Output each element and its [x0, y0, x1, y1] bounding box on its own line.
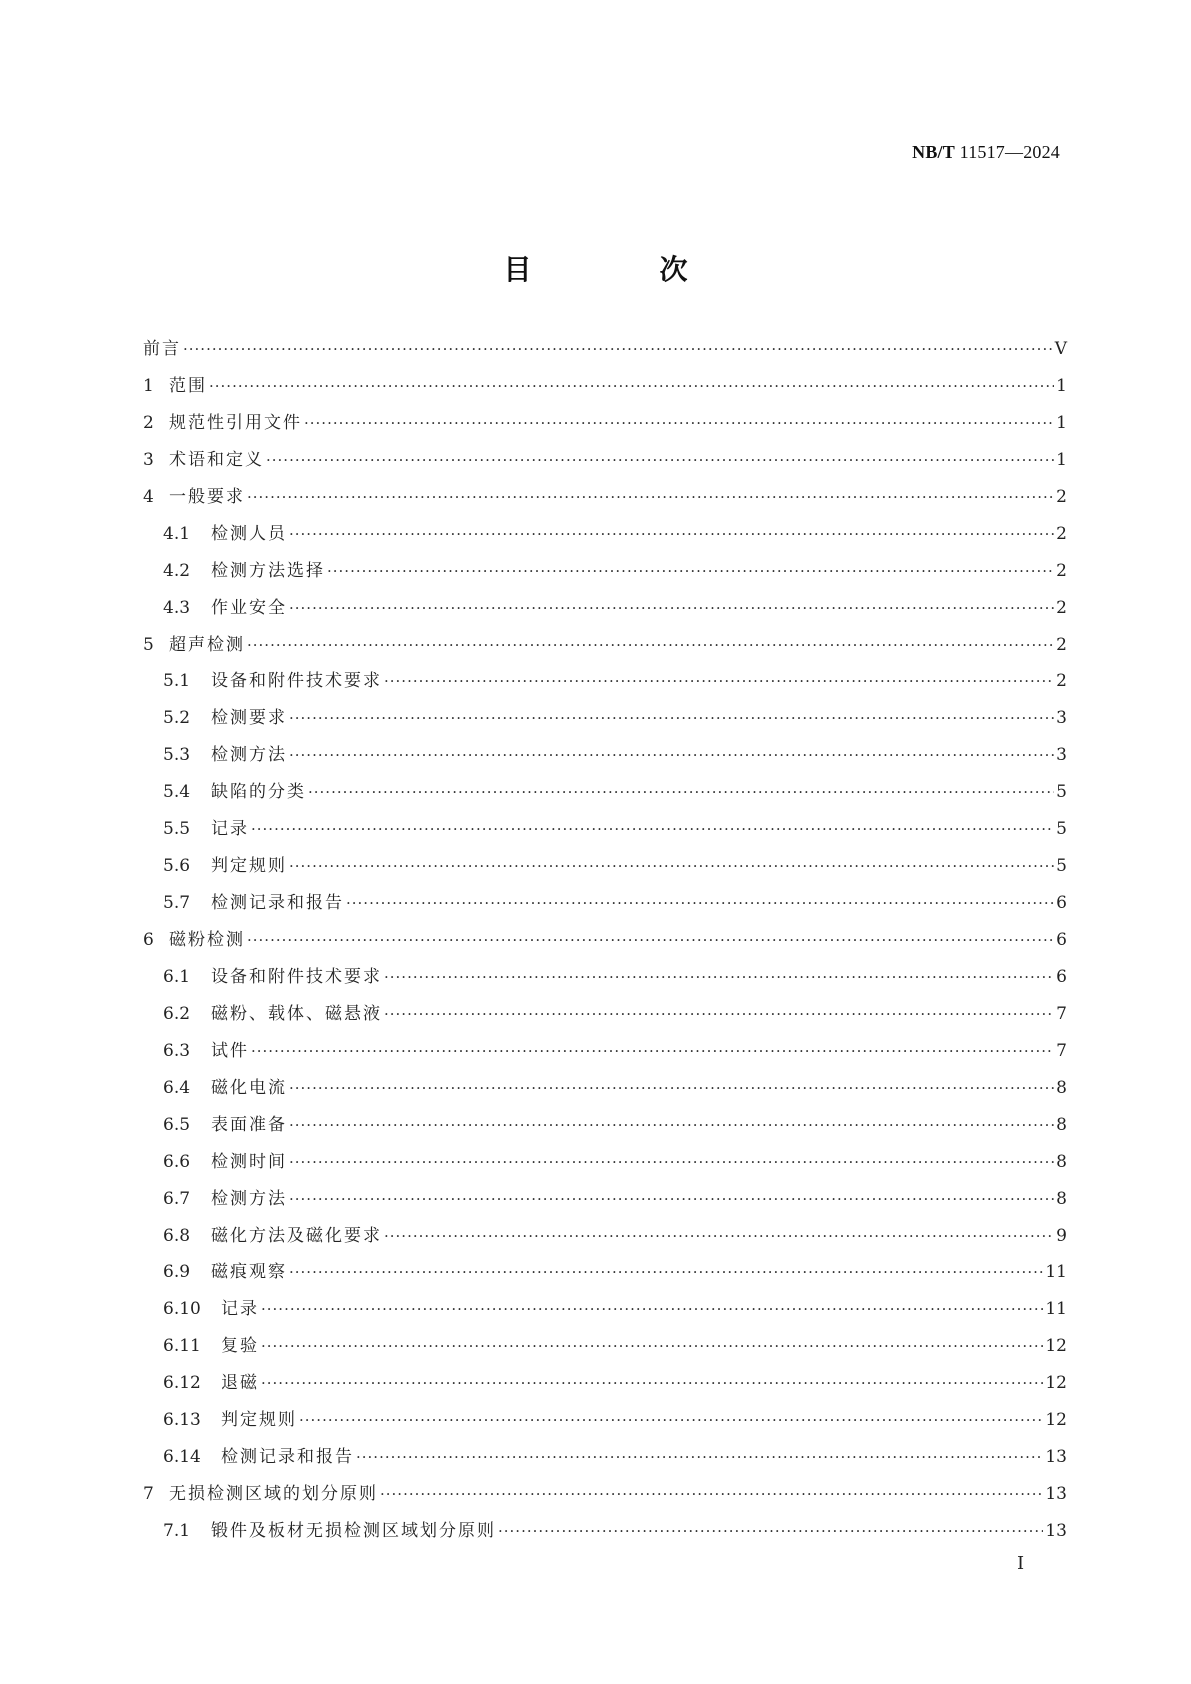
toc-entry-title: 缺陷的分类	[211, 782, 306, 803]
toc-entry-page: 8	[1056, 1188, 1067, 1209]
toc-entry-number: 6.1	[163, 966, 191, 987]
toc-entry-title: 检测方法选择	[211, 560, 325, 581]
toc-entry-number: 6.4	[163, 1077, 191, 1098]
toc-entry-number: 5.1	[163, 671, 191, 692]
toc-entry-title: 复验	[221, 1336, 259, 1357]
toc-dot-leader	[346, 893, 1054, 913]
toc-entry-number: 7.1	[163, 1521, 191, 1541]
toc-entry[interactable]	[143, 598, 1067, 635]
toc-entry-title: 判定规则	[211, 856, 287, 877]
toc-entry-page: 1	[1056, 449, 1067, 470]
toc-dot-leader	[289, 598, 1054, 618]
toc-entry-page: 12	[1045, 1336, 1067, 1357]
toc-dot-leader	[261, 1373, 1043, 1393]
toc-entry-number: 6.5	[163, 1114, 191, 1135]
toc-entry-title: 检测记录和报告	[211, 893, 344, 914]
toc-dot-leader	[384, 671, 1054, 691]
toc-entry-title: 无损检测区域的划分原则	[169, 1484, 378, 1505]
toc-entry-page: 8	[1056, 1114, 1067, 1135]
toc-entry-page: 2	[1056, 486, 1067, 507]
toc-entry-number: 7	[143, 1484, 154, 1505]
toc-entry[interactable]	[143, 1521, 1067, 1558]
toc-heading: 目 次	[503, 253, 738, 286]
toc-entry-title: 记录	[211, 819, 249, 840]
toc-entry-page: 12	[1045, 1410, 1067, 1431]
toc-entry-page: 2	[1056, 634, 1067, 655]
toc-entry-title: 检测记录和报告	[221, 1447, 354, 1468]
toc-entry-title: 作业安全	[211, 597, 287, 618]
toc-dot-leader	[289, 1189, 1054, 1209]
toc-dot-leader	[289, 745, 1054, 765]
toc-entry-page: 2	[1056, 523, 1067, 544]
toc-entry-page: 5	[1056, 782, 1067, 803]
toc-entry[interactable]	[143, 635, 1067, 672]
toc-dot-leader	[380, 1484, 1043, 1504]
toc-entry[interactable]	[143, 1226, 1067, 1263]
toc-dot-leader	[498, 1521, 1043, 1541]
toc-entry[interactable]	[143, 930, 1067, 967]
toc-entry-page: 6	[1056, 893, 1067, 914]
toc-entry[interactable]	[143, 1078, 1067, 1115]
toc-entry-title: 锻件及板材无损检测区域划分原则	[211, 1521, 496, 1541]
toc-entry-number: 4.2	[163, 560, 191, 581]
toc-entry[interactable]	[143, 450, 1067, 487]
toc-entry-number: 5.4	[163, 782, 191, 803]
toc-entry-title: 试件	[211, 1040, 249, 1061]
toc-dot-leader	[247, 487, 1054, 507]
toc-entry-page: 3	[1056, 745, 1067, 766]
toc-entry-title: 设备和附件技术要求	[211, 966, 382, 987]
toc-entry-number: 6.12	[163, 1373, 201, 1394]
toc-entry-number: 6.14	[163, 1447, 201, 1468]
toc-entry-number: 1	[143, 375, 154, 396]
toc-entry-page: 8	[1056, 1151, 1067, 1172]
toc-entry-page: 11	[1045, 1299, 1067, 1320]
toc-dot-leader	[308, 782, 1054, 802]
toc-entry-number: 5.5	[163, 819, 191, 840]
toc-entry-title: 检测方法	[211, 1188, 287, 1209]
toc-entry[interactable]	[143, 1262, 1067, 1299]
table-of-contents	[143, 339, 1067, 1558]
toc-entry-page: 6	[1056, 930, 1067, 950]
toc-entry[interactable]	[143, 339, 1067, 376]
toc-entry-number: 5.6	[163, 856, 191, 877]
toc-entry-page: 2	[1056, 560, 1067, 581]
toc-entry-title: 记录	[221, 1299, 259, 1320]
toc-entry-page: 7	[1056, 1040, 1067, 1061]
toc-entry[interactable]	[143, 819, 1067, 856]
toc-entry-title: 超声检测	[169, 634, 245, 655]
toc-entry-number: 6.6	[163, 1151, 191, 1172]
toc-entry[interactable]	[143, 708, 1067, 745]
toc-entry[interactable]	[143, 413, 1067, 450]
toc-dot-leader	[261, 1336, 1043, 1356]
toc-entry-number: 4.3	[163, 597, 191, 618]
toc-dot-leader	[251, 819, 1054, 839]
toc-dot-leader	[247, 635, 1054, 655]
toc-entry-page: 6	[1056, 966, 1067, 987]
standard-code-prefix: NB/T	[912, 142, 955, 162]
toc-entry[interactable]	[143, 1189, 1067, 1226]
toc-dot-leader	[183, 339, 1053, 359]
toc-entry-title: 表面准备	[211, 1114, 287, 1135]
toc-entry-number: 4	[143, 486, 154, 507]
toc-entry-number: 5.2	[163, 708, 191, 729]
standard-code-number: 11517—2024	[959, 142, 1060, 162]
toc-entry[interactable]	[143, 1410, 1067, 1447]
toc-entry-number: 6	[143, 930, 154, 950]
toc-entry[interactable]	[143, 1447, 1067, 1484]
toc-entry-page: 13	[1045, 1521, 1067, 1541]
toc-entry-title: 磁痕观察	[211, 1262, 287, 1283]
toc-entry-page: 2	[1056, 671, 1067, 692]
toc-entry-title: 规范性引用文件	[169, 412, 302, 433]
toc-dot-leader	[247, 930, 1054, 950]
toc-entry-number: 6.2	[163, 1003, 191, 1024]
toc-entry-page: 11	[1045, 1262, 1067, 1283]
toc-entry-title: 磁粉、载体、磁悬液	[211, 1003, 382, 1024]
toc-entry[interactable]	[143, 1336, 1067, 1373]
toc-entry-page: 1	[1056, 412, 1067, 433]
page-number: I	[1017, 1553, 1025, 1574]
toc-entry[interactable]	[143, 1484, 1067, 1521]
toc-entry-title: 术语和定义	[169, 449, 264, 470]
toc-dot-leader	[289, 1262, 1043, 1282]
toc-dot-leader	[289, 1152, 1054, 1172]
toc-entry-title: 退磁	[221, 1373, 259, 1394]
toc-entry-number: 4.1	[163, 523, 191, 544]
toc-entry-page: 8	[1056, 1077, 1067, 1098]
toc-entry-number: 3	[143, 449, 154, 470]
toc-entry-page: 7	[1056, 1003, 1067, 1024]
toc-entry[interactable]	[143, 524, 1067, 561]
toc-entry[interactable]	[143, 561, 1067, 598]
toc-entry[interactable]	[143, 376, 1067, 413]
toc-dot-leader	[299, 1410, 1043, 1430]
toc-entry-number: 5	[143, 634, 154, 655]
toc-entry[interactable]	[143, 1152, 1067, 1189]
toc-entry[interactable]	[143, 1115, 1067, 1152]
toc-entry-number: 5.3	[163, 745, 191, 766]
toc-entry-number: 6.11	[163, 1336, 201, 1357]
toc-entry-page: 3	[1056, 708, 1067, 729]
toc-entry-page: 2	[1056, 597, 1067, 618]
toc-entry-page: 13	[1045, 1484, 1067, 1505]
toc-dot-leader	[356, 1447, 1043, 1467]
toc-dot-leader	[289, 1078, 1054, 1098]
toc-entry-title: 范围	[169, 375, 207, 396]
toc-entry-page: 5	[1056, 819, 1067, 840]
toc-entry[interactable]	[143, 1299, 1067, 1336]
toc-dot-leader	[289, 708, 1054, 728]
toc-entry[interactable]	[143, 967, 1067, 1004]
toc-entry-page: 13	[1045, 1447, 1067, 1468]
toc-entry-number: 2	[143, 412, 154, 433]
toc-dot-leader	[209, 376, 1054, 396]
toc-entry-title: 磁化方法及磁化要求	[211, 1225, 382, 1246]
toc-entry-title: 检测人员	[211, 523, 287, 544]
toc-entry-title: 检测时间	[211, 1151, 287, 1172]
toc-entry[interactable]	[143, 1373, 1067, 1410]
toc-entry[interactable]	[143, 1004, 1067, 1041]
toc-entry-title: 磁粉检测	[169, 930, 245, 950]
toc-entry[interactable]	[143, 856, 1067, 893]
toc-dot-leader	[289, 1115, 1054, 1135]
toc-entry-title: 设备和附件技术要求	[211, 671, 382, 692]
toc-dot-leader	[251, 1041, 1054, 1061]
toc-entry[interactable]	[143, 671, 1067, 708]
toc-entry-page: 5	[1056, 856, 1067, 877]
toc-entry[interactable]	[143, 893, 1067, 930]
toc-dot-leader	[261, 1299, 1043, 1319]
toc-entry-page: 9	[1056, 1225, 1067, 1246]
toc-entry-number: 6.3	[163, 1040, 191, 1061]
toc-entry-number: 6.10	[163, 1299, 201, 1320]
toc-dot-leader	[384, 1004, 1054, 1024]
toc-entry-number: 6.8	[163, 1225, 191, 1246]
toc-entry[interactable]	[143, 1041, 1067, 1078]
standard-code	[912, 142, 1060, 163]
toc-entry-title: 磁化电流	[211, 1077, 287, 1098]
toc-entry-title: 前言	[143, 339, 181, 359]
toc-entry[interactable]	[143, 487, 1067, 524]
toc-dot-leader	[289, 856, 1054, 876]
toc-entry-number: 6.9	[163, 1262, 191, 1283]
toc-entry-page: V	[1054, 339, 1067, 359]
toc-entry-number: 6.7	[163, 1188, 191, 1209]
toc-entry-page: 12	[1045, 1373, 1067, 1394]
toc-entry-page: 1	[1056, 375, 1067, 396]
toc-entry-title: 一般要求	[169, 486, 245, 507]
toc-dot-leader	[384, 967, 1054, 987]
toc-entry[interactable]	[143, 782, 1067, 819]
toc-dot-leader	[384, 1226, 1054, 1246]
toc-entry-title: 判定规则	[221, 1410, 297, 1431]
toc-entry[interactable]	[143, 745, 1067, 782]
toc-dot-leader	[266, 450, 1054, 470]
toc-dot-leader	[289, 524, 1054, 544]
toc-entry-title: 检测要求	[211, 708, 287, 729]
toc-entry-number: 5.7	[163, 893, 191, 914]
toc-entry-number: 6.13	[163, 1410, 201, 1431]
toc-entry-title: 检测方法	[211, 745, 287, 766]
toc-dot-leader	[327, 561, 1054, 581]
toc-dot-leader	[304, 413, 1054, 433]
